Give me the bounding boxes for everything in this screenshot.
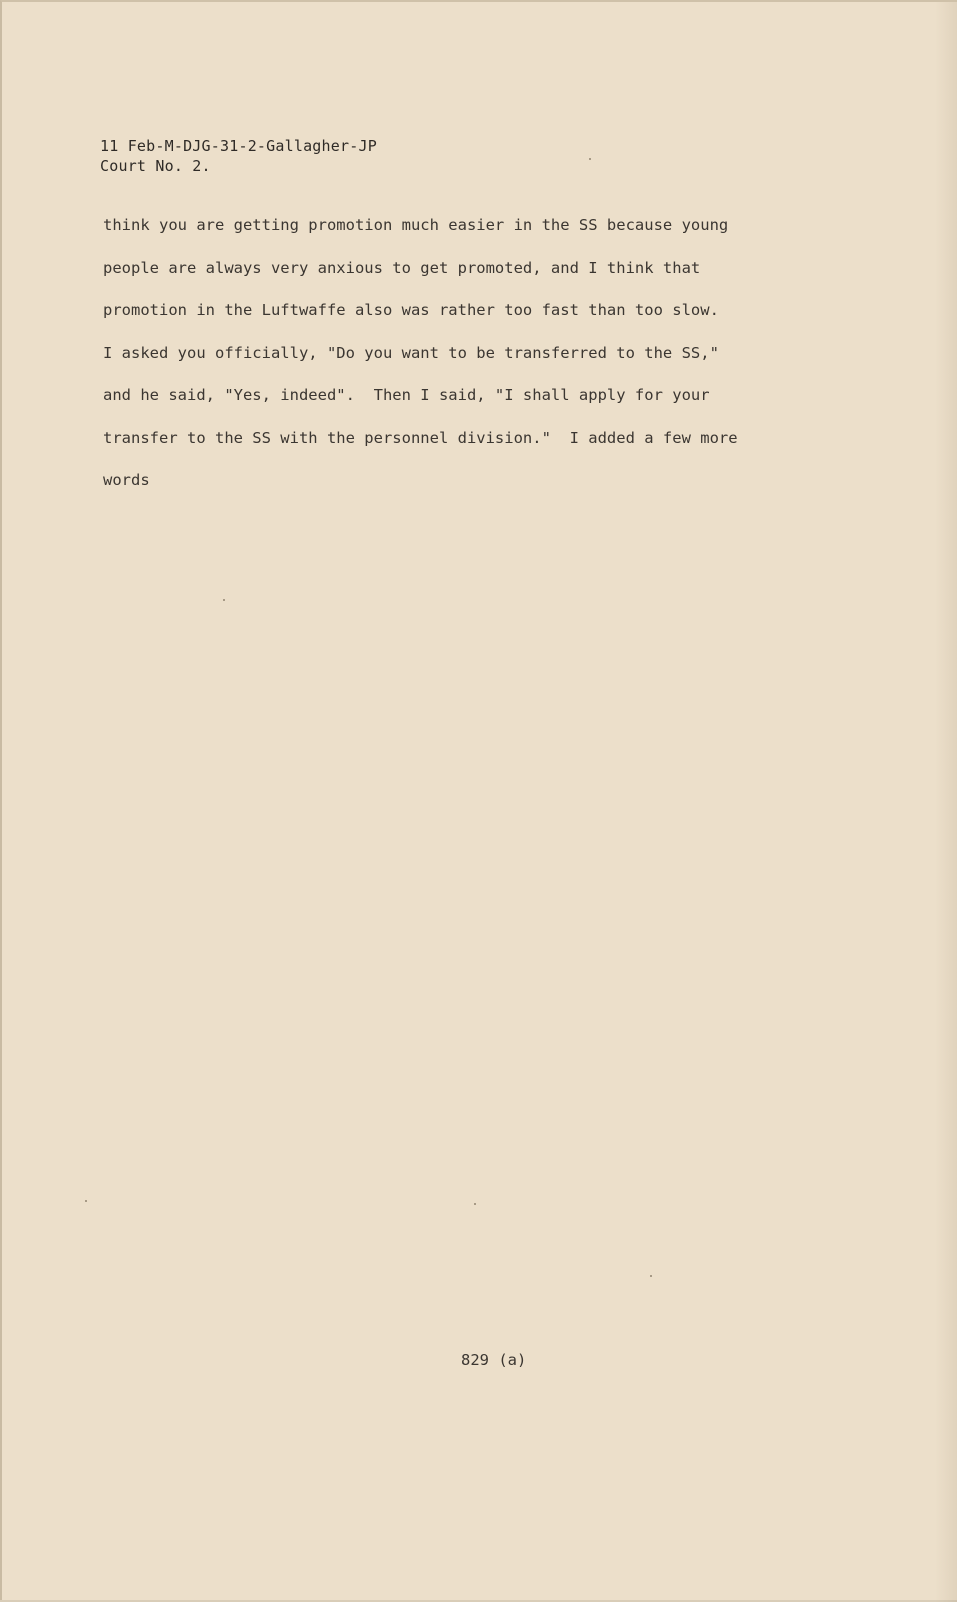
page-edge-shadow: [935, 2, 957, 1602]
transcript-line: words: [103, 471, 150, 489]
paper-speck: [474, 1203, 476, 1205]
document-header: [100, 136, 377, 176]
transcript-body: [103, 209, 803, 507]
paper-speck: [223, 599, 225, 601]
court-line: Court No. 2.: [100, 157, 211, 175]
paper-speck: [85, 1200, 87, 1202]
transcript-line: I asked you officially, "Do you want to be transferred to the SS,": [103, 343, 719, 362]
transcript-line: transfer to the SS with the personnel division." I added a few more: [103, 428, 738, 447]
page-number: 829 (a): [461, 1351, 527, 1369]
transcript-line: people are always very anxious to get promoted, and I think that: [103, 258, 701, 277]
reference-line: 11 Feb-M-DJG-31-2-Gallagher-JP: [100, 137, 377, 155]
paper-speck: [650, 1275, 652, 1277]
transcript-line: think you are getting promotion much easier in the SS because young: [103, 216, 729, 234]
transcript-line: and he said, "Yes, indeed". Then I said, "I shall apply for your: [103, 386, 710, 404]
paper-speck: [589, 158, 591, 160]
transcript-line: promotion in the Luftwaffe also was rather too fast than too slow.: [103, 301, 719, 319]
